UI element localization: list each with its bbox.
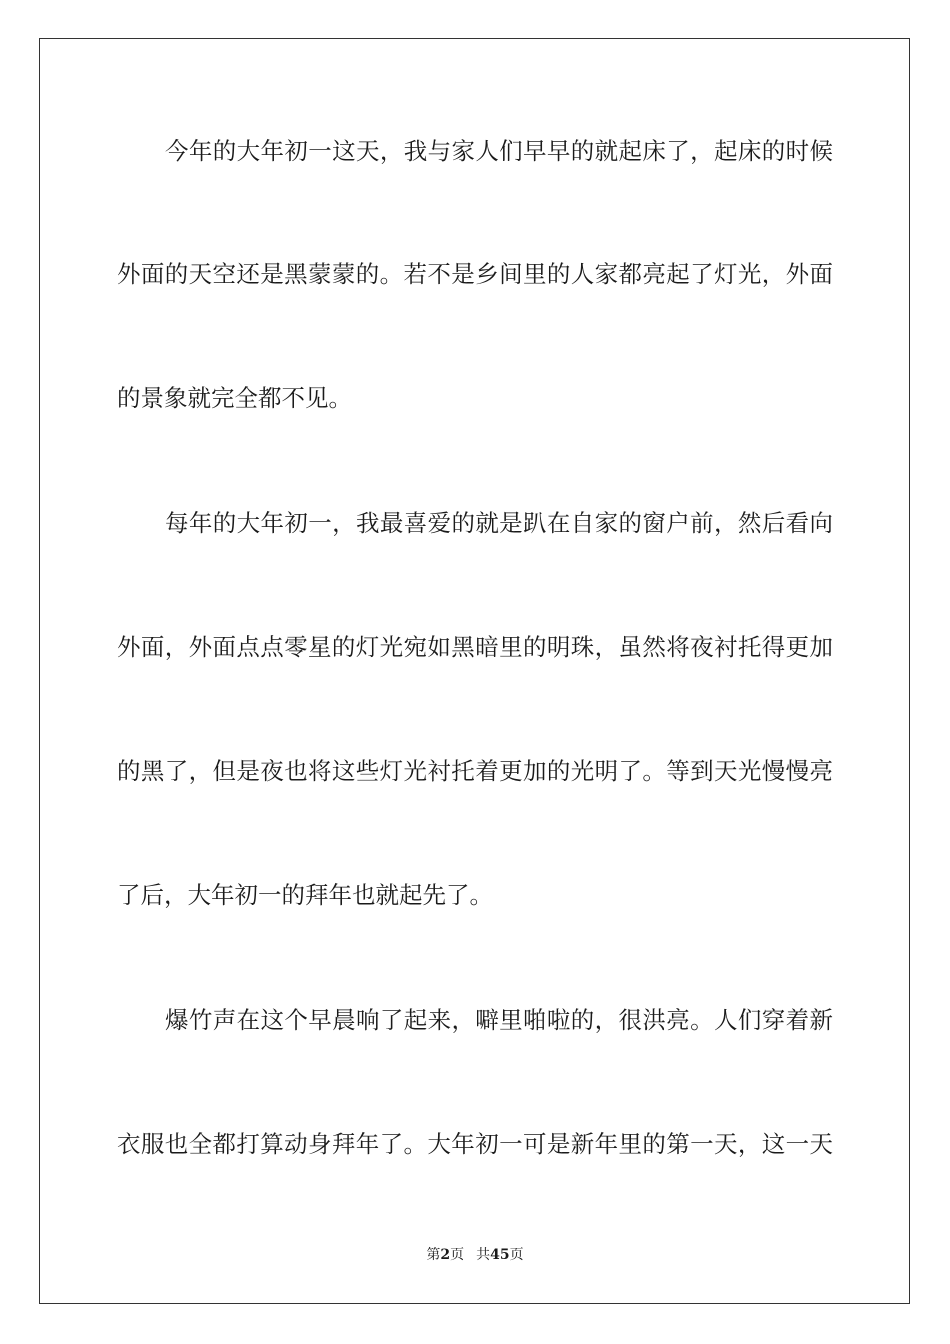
footer-page-number: 2 bbox=[440, 1247, 451, 1263]
footer-total-suffix: 页 bbox=[509, 1247, 524, 1263]
paragraph-2-line-4: 了后，大年初一的拜年也就起先了。 bbox=[117, 881, 493, 909]
paragraph-1-line-3: 的景象就完全都不见。 bbox=[117, 384, 352, 412]
page-border bbox=[39, 38, 910, 1304]
footer-total-pages: 45 bbox=[490, 1247, 510, 1263]
paragraph-2-line-3: 的黑了，但是夜也将这些灯光衬托着更加的光明了。等到天光慢慢亮 bbox=[117, 757, 833, 785]
paragraph-2-line-1: 每年的大年初一，我最喜爱的就是趴在自家的窗户前，然后看向 bbox=[165, 509, 833, 537]
page-footer bbox=[0, 1246, 950, 1264]
paragraph-1-line-1: 今年的大年初一这天，我与家人们早早的就起床了，起床的时候 bbox=[165, 137, 833, 165]
footer-page-suffix: 页 bbox=[450, 1247, 465, 1263]
paragraph-1-line-2: 外面的天空还是黑蒙蒙的。若不是乡间里的人家都亮起了灯光，外面 bbox=[117, 260, 833, 288]
footer-total-prefix: 共 bbox=[476, 1247, 491, 1263]
paragraph-3-line-1: 爆竹声在这个早晨响了起来，噼里啪啦的，很洪亮。人们穿着新 bbox=[165, 1006, 833, 1034]
footer-page-prefix: 第 bbox=[426, 1247, 441, 1263]
paragraph-2-line-2: 外面，外面点点零星的灯光宛如黑暗里的明珠，虽然将夜衬托得更加 bbox=[117, 633, 833, 661]
paragraph-3-line-2: 衣服也全都打算动身拜年了。大年初一可是新年里的第一天，这一天 bbox=[117, 1130, 833, 1158]
